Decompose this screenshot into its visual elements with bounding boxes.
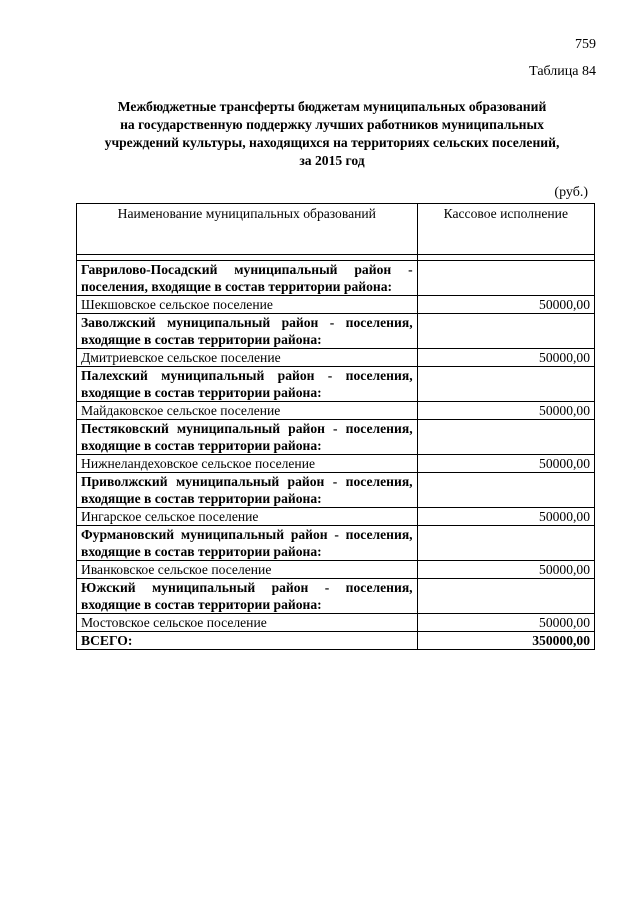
district-name: Палехский муниципальный район - поселения, входящие в состав территории района:: [77, 367, 418, 402]
district-name: Южский муниципальный район - поселения, входящие в состав территории района:: [77, 579, 418, 614]
transfers-table: [76, 203, 595, 650]
district-name: Приволжский муниципальный район - поселения, входящие в состав территории района:: [77, 473, 418, 508]
title-line: за 2015 год: [299, 153, 365, 168]
units-label: (руб.): [554, 185, 588, 200]
settlement-name: Иванковское сельское поселение: [77, 561, 418, 579]
district-amount-empty: [417, 579, 594, 614]
header-amount: Кассовое исполнение: [417, 204, 594, 255]
title-line: учреждений культуры, находящихся на территориях сельских поселений,: [104, 135, 560, 150]
district-row: [77, 367, 595, 402]
settlement-row: [77, 614, 595, 632]
district-row: [77, 579, 595, 614]
total-label: ВСЕГО:: [77, 632, 418, 650]
settlement-amount: 50000,00: [417, 508, 594, 526]
district-amount-empty: [417, 420, 594, 455]
district-amount-empty: [417, 526, 594, 561]
settlement-row: [77, 455, 595, 473]
district-row: [77, 420, 595, 455]
district-name: Фурмановский муниципальный район - поселения, входящие в состав территории района:: [77, 526, 418, 561]
settlement-amount: 50000,00: [417, 402, 594, 420]
page-number: 759: [575, 37, 596, 52]
document-title: [72, 98, 592, 170]
district-name: Пестяковский муниципальный район - поселения, входящие в состав территории района:: [77, 420, 418, 455]
district-row: [77, 314, 595, 349]
district-amount-empty: [417, 473, 594, 508]
settlement-name: Майдаковское сельское поселение: [77, 402, 418, 420]
table-number-label: Таблица 84: [529, 64, 596, 79]
settlement-amount: 50000,00: [417, 296, 594, 314]
settlement-amount: 50000,00: [417, 561, 594, 579]
settlement-amount: 50000,00: [417, 614, 594, 632]
district-name: Заволжский муниципальный район - поселения, входящие в состав территории района:: [77, 314, 418, 349]
settlement-amount: 50000,00: [417, 349, 594, 367]
settlement-row: [77, 561, 595, 579]
district-row: [77, 473, 595, 508]
settlement-name: Мостовское сельское поселение: [77, 614, 418, 632]
district-amount-empty: [417, 261, 594, 296]
settlement-row: [77, 349, 595, 367]
total-amount: 350000,00: [417, 632, 594, 650]
table-header-row: [77, 204, 595, 255]
settlement-row: [77, 508, 595, 526]
total-row: [77, 632, 595, 650]
district-row: [77, 526, 595, 561]
district-amount-empty: [417, 367, 594, 402]
settlement-name: Шекшовское сельское поселение: [77, 296, 418, 314]
district-row: [77, 261, 595, 296]
header-name: Наименование муниципальных образований: [77, 204, 418, 255]
title-line: на государственную поддержку лучших работников муниципальных: [120, 117, 544, 132]
settlement-amount: 50000,00: [417, 455, 594, 473]
district-amount-empty: [417, 314, 594, 349]
settlement-row: [77, 402, 595, 420]
settlement-name: Нижнеландеховское сельское поселение: [77, 455, 418, 473]
settlement-name: Ингарское сельское поселение: [77, 508, 418, 526]
district-name: Гаврилово-Посадский муниципальный район - поселения, входящие в состав территории района:: [77, 261, 418, 296]
settlement-name: Дмитриевское сельское поселение: [77, 349, 418, 367]
settlement-row: [77, 296, 595, 314]
title-line: Межбюджетные трансферты бюджетам муниципальных образований: [117, 99, 547, 114]
